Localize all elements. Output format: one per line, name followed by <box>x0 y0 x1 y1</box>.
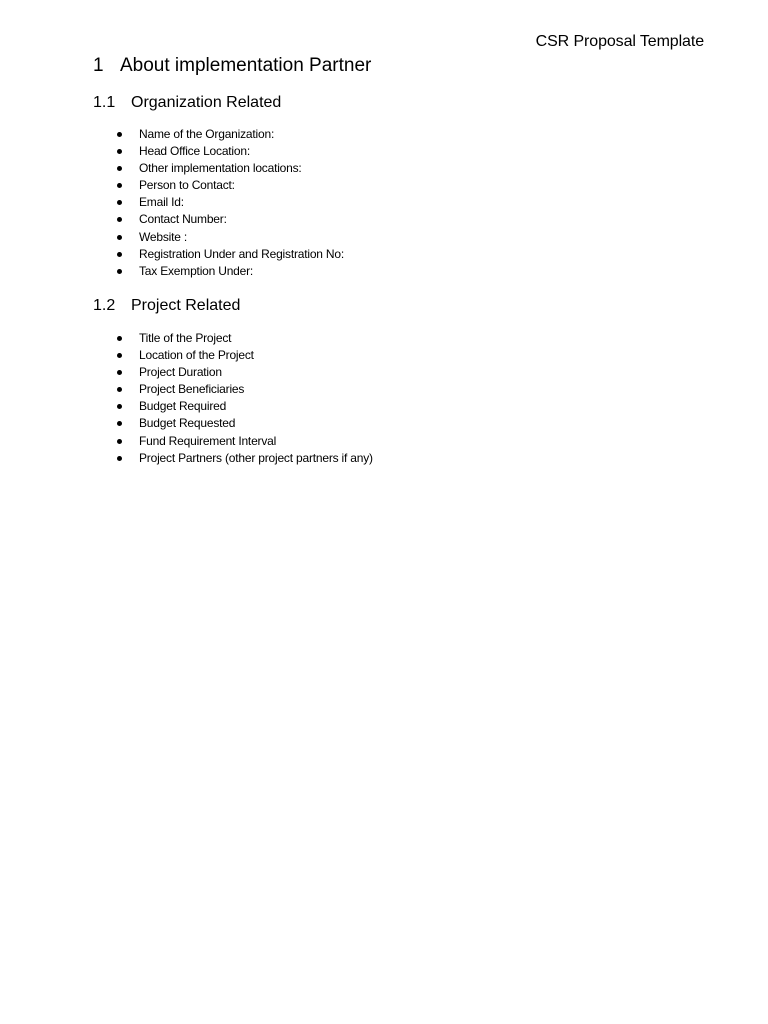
bullet-icon <box>117 439 122 444</box>
bullet-icon <box>117 183 122 188</box>
organization-list <box>0 126 344 280</box>
bullet-icon <box>117 149 122 154</box>
bullet-icon <box>117 353 122 358</box>
bullet-icon <box>117 200 122 205</box>
section-number: 1 <box>93 55 104 76</box>
bullet-icon <box>117 370 122 375</box>
subsection-heading-project <box>93 297 240 315</box>
subsection-heading-organization <box>93 94 281 112</box>
bullet-icon <box>117 421 122 426</box>
bullet-icon <box>117 252 122 257</box>
list-item: Registration Under and Registration No: <box>0 246 344 263</box>
bullet-icon <box>117 269 122 274</box>
bullet-icon <box>117 404 122 409</box>
list-item: Person to Contact: <box>0 177 344 194</box>
list-item: Budget Required <box>0 398 373 415</box>
section-title: About implementation Partner <box>120 55 372 76</box>
bullet-icon <box>117 217 122 222</box>
list-item: Project Beneficiaries <box>0 381 373 398</box>
bullet-icon <box>117 235 122 240</box>
list-item: Other implementation locations: <box>0 160 344 177</box>
list-item: Website : <box>0 229 344 246</box>
bullet-icon <box>117 387 122 392</box>
bullet-icon <box>117 336 122 341</box>
page-header-title: CSR Proposal Template <box>535 33 704 50</box>
list-item: Name of the Organization: <box>0 126 344 143</box>
list-item: Project Partners (other project partners if any) <box>0 450 373 467</box>
list-item: Contact Number: <box>0 211 344 228</box>
section-heading-1 <box>93 55 371 77</box>
list-item: Email Id: <box>0 194 344 211</box>
list-item: Project Duration <box>0 364 373 381</box>
list-item: Head Office Location: <box>0 143 344 160</box>
subsection-title: Organization Related <box>131 94 282 111</box>
bullet-icon <box>117 456 122 461</box>
project-list <box>0 330 373 467</box>
list-item: Location of the Project <box>0 347 373 364</box>
subsection-title: Project Related <box>131 297 241 314</box>
list-item: Title of the Project <box>0 330 373 347</box>
bullet-icon <box>117 166 122 171</box>
list-item: Budget Requested <box>0 415 373 432</box>
subsection-number: 1.1 <box>93 94 116 111</box>
subsection-number: 1.2 <box>93 297 116 314</box>
bullet-icon <box>117 132 122 137</box>
list-item: Tax Exemption Under: <box>0 263 344 280</box>
list-item: Fund Requirement Interval <box>0 433 373 450</box>
